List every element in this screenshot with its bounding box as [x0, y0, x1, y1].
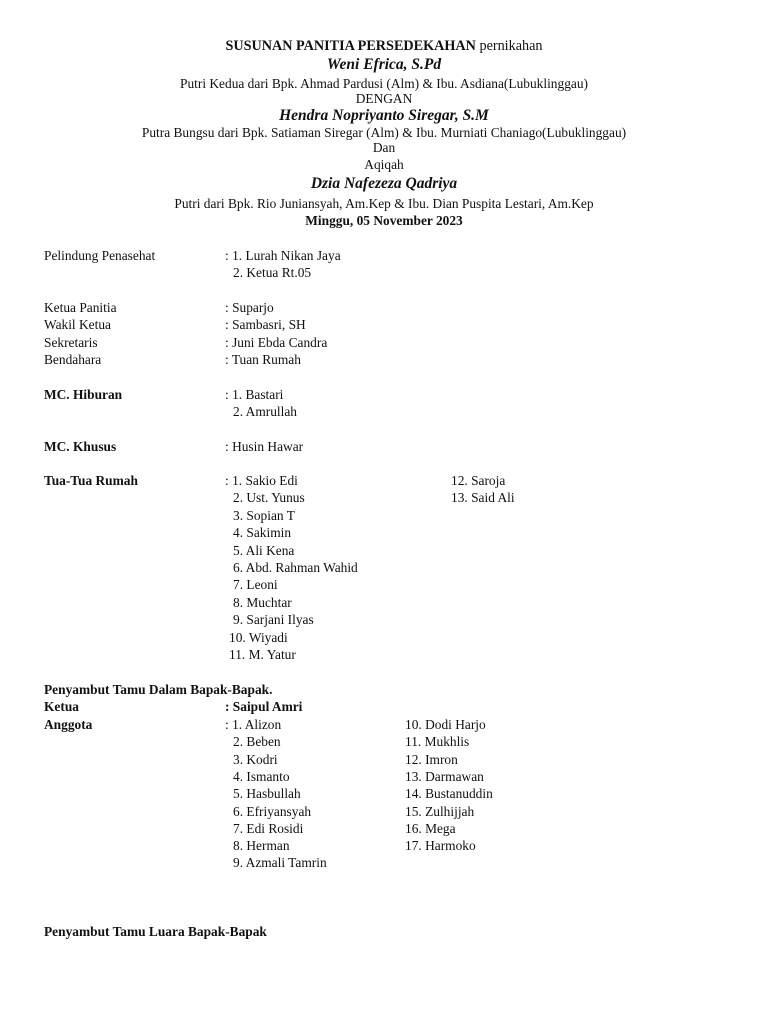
ketua-panitia-label: Ketua Panitia: [44, 300, 117, 315]
pelindung-item-2: 2. Ketua Rt.05: [233, 265, 312, 280]
list-item: : 1. Sakio Edi: [225, 473, 298, 488]
list-item: 13. Darmawan: [405, 768, 484, 784]
dan-text: Dan: [372, 140, 396, 155]
list-item: 4. Ismanto: [233, 768, 290, 784]
mc-khusus-value: : Husin Hawar: [225, 439, 304, 454]
event-date: Minggu, 05 November 2023: [305, 213, 463, 228]
list-item: 3. Sopian T: [233, 507, 295, 523]
child-name: Dzia Nafezeza Qadriya: [310, 175, 458, 192]
bendahara-value: : Tuan Rumah: [225, 352, 301, 367]
list-item: 4. Sakimin: [233, 525, 292, 541]
wakil-ketua-value: : Sambasri, SH: [225, 317, 306, 332]
penyambut-dalam-heading: Penyambut Tamu Dalam Bapak-Bapak.: [44, 682, 273, 697]
list-item: 13. Said Ali: [451, 490, 515, 506]
anggota-label: Anggota: [44, 717, 93, 732]
mc-khusus-label: MC. Khusus: [44, 439, 117, 454]
list-item: 7. Leoni: [233, 577, 278, 593]
list-item: 15. Zulhijjah: [405, 803, 475, 819]
tua-tua-label: Tua-Tua Rumah: [44, 473, 138, 488]
penyambut-ketua-label: Ketua: [44, 699, 79, 714]
list-item: 9. Azmali Tamrin: [233, 855, 327, 871]
list-item: 5. Ali Kena: [233, 542, 295, 558]
list-item: 8. Muchtar: [233, 594, 292, 610]
child-parents: Putri dari Bpk. Rio Juniansyah, Am.Kep & Ibu. Dian Puspita Lestari, Am.Kep: [174, 196, 594, 211]
mc-hiburan-item-2: 2. Amrullah: [233, 404, 297, 419]
pelindung-label: Pelindung Penasehat: [44, 248, 156, 263]
list-item: 8. Herman: [233, 838, 290, 854]
bride-parents: Putri Kedua dari Bpk. Ahmad Pardusi (Alm) & Ibu. Asdiana(Lubuklinggau): [180, 76, 588, 91]
sekretaris-label: Sekretaris: [44, 335, 98, 350]
list-item: 11. Mukhlis: [405, 734, 470, 750]
groom-name: Hendra Nopriyanto Siregar, S.M: [279, 107, 489, 124]
list-item: 17. Harmoko: [405, 838, 476, 854]
penyambut-ketua-value: : Saipul Amri: [225, 699, 303, 714]
sekretaris-value: : Juni Ebda Candra: [225, 335, 328, 350]
ketua-panitia-value: : Suparjo: [225, 300, 274, 315]
mc-hiburan-item-1: : 1. Bastari: [225, 387, 284, 402]
list-item: 6. Abd. Rahman Wahid: [233, 560, 358, 575]
list-item: 7. Edi Rosidi: [233, 820, 304, 836]
list-item: 10. Wiyadi: [229, 629, 288, 645]
list-item: 10. Dodi Harjo: [405, 717, 486, 732]
list-item: 9. Sarjani Ilyas: [233, 612, 314, 628]
title-bold: SUSUNAN PANITIA PERSEDEKAHAN: [225, 38, 476, 54]
list-item: 14. Bustanuddin: [405, 786, 493, 802]
list-item: 6. Efriyansyah: [233, 803, 312, 819]
list-item: 11. M. Yatur: [229, 647, 296, 662]
title-rest: pernikahan: [475, 38, 543, 54]
aqiqah-text: Aqiqah: [364, 157, 404, 172]
list-item: 2. Beben: [233, 734, 281, 750]
dengan-text: DENGAN: [355, 91, 413, 106]
list-item: 12. Imron: [405, 751, 458, 767]
list-item: 16. Mega: [405, 820, 456, 836]
groom-parents: Putra Bungsu dari Bpk. Satiaman Siregar (Alm) & Ibu. Murniati Chaniago(Lubuklinggau): [141, 125, 627, 140]
wakil-ketua-label: Wakil Ketua: [44, 317, 111, 332]
penyambut-luar-heading: Penyambut Tamu Luara Bapak-Bapak: [44, 924, 267, 939]
pelindung-item-1: : 1. Lurah Nikan Jaya: [225, 248, 341, 263]
bride-name: Weni Efrica, S.Pd: [326, 56, 442, 73]
list-item: 12. Saroja: [451, 473, 506, 488]
list-item: 5. Hasbullah: [233, 786, 301, 802]
bendahara-label: Bendahara: [44, 352, 102, 367]
list-item: : 1. Alizon: [225, 717, 282, 732]
document-title: [0, 38, 768, 55]
list-item: 3. Kodri: [233, 751, 278, 767]
list-item: 2. Ust. Yunus: [233, 490, 305, 506]
mc-hiburan-label: MC. Hiburan: [44, 387, 123, 402]
